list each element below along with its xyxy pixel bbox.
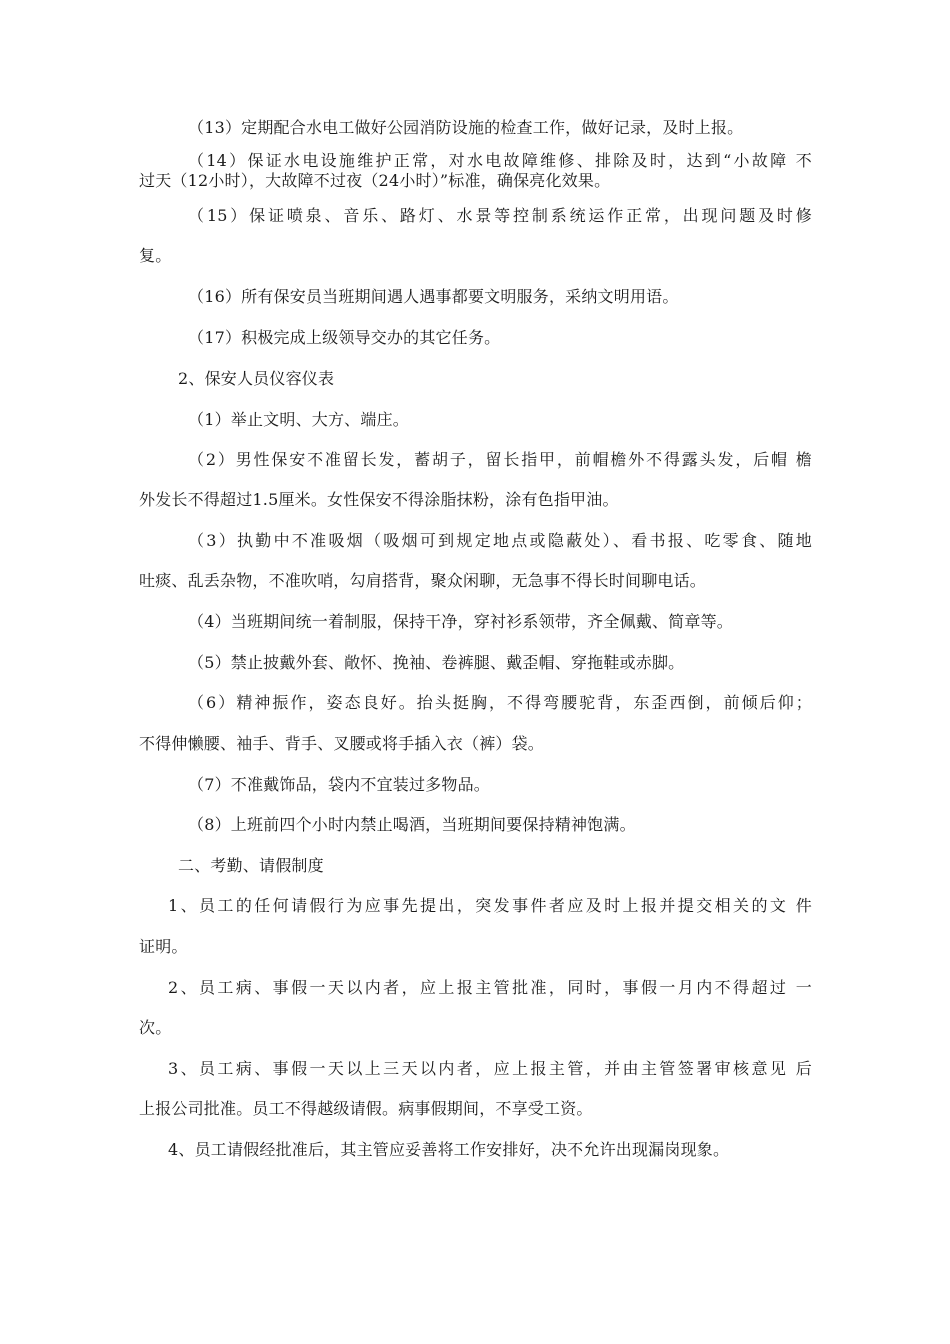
text-line: （8）上班前四个小时内禁止喝酒，当班期间要保持精神饱满。 bbox=[188, 815, 636, 834]
text-line: 1、员工的任何请假行为应事先提出，突发事件者应及时上报并提交相关的文 件 bbox=[168, 896, 812, 915]
text-line: 4、员工请假经批准后，其主管应妥善将工作安排好，决不允许出现漏岗现象。 bbox=[168, 1140, 730, 1159]
text-line: 过天（12小时），大故障不过夜（24小时）”标准，确保亮化效果。 bbox=[139, 171, 611, 190]
text-line: （17）积极完成上级领导交办的其它任务。 bbox=[188, 328, 501, 347]
text-line: （7）不准戴饰品，袋内不宜装过多物品。 bbox=[188, 775, 490, 794]
text-line: （4）当班期间统一着制服，保持干净，穿衬衫系领带，齐全佩戴、简章等。 bbox=[188, 612, 733, 631]
section-heading: 二、考勤、请假制度 bbox=[178, 856, 324, 875]
text-line: 复。 bbox=[139, 246, 172, 265]
text-line: （15）保证喷泉、音乐、路灯、水景等控制系统运作正常，出现问题及时修 bbox=[188, 206, 812, 225]
text-line: （2）男性保安不准留长发，蓄胡子，留长指甲，前帽檐外不得露头发，后帽 檐 bbox=[188, 450, 812, 469]
text-line: （3）执勤中不准吸烟（吸烟可到规定地点或隐蔽处）、看书报、吃零食、随地 bbox=[188, 531, 812, 550]
text-line: 2、员工病、事假一天以内者，应上报主管批准，同时，事假一月内不得超过 一 bbox=[168, 978, 812, 997]
text-line: 证明。 bbox=[139, 937, 188, 956]
text-line: （6）精神振作，姿态良好。抬头挺胸，不得弯腰驼背，东歪西倒，前倾后仰； bbox=[188, 693, 812, 712]
text-line: （13）定期配合水电工做好公园消防设施的检查工作，做好记录，及时上报。 bbox=[188, 118, 744, 137]
text-line: 不得伸懒腰、袖手、背手、叉腰或将手插入衣（裤）袋。 bbox=[139, 734, 545, 753]
text-line: 外发长不得超过1.5厘米。女性保安不得涂脂抹粉，涂有色指甲油。 bbox=[139, 490, 619, 509]
text-line: 吐痰、乱丢杂物，不准吹哨，勾肩搭背，聚众闲聊，无急事不得长时间聊电话。 bbox=[139, 571, 707, 590]
text-line: （5）禁止披戴外套、敞怀、挽袖、卷裤腿、戴歪帽、穿拖鞋或赤脚。 bbox=[188, 653, 685, 672]
section-heading: 2、保安人员仪容仪表 bbox=[178, 369, 335, 388]
text-line: （14）保证水电设施维护正常，对水电故障维修、排除及时，达到“小故障 不 bbox=[188, 151, 812, 170]
text-line: 3、员工病、事假一天以上三天以内者，应上报主管，并由主管签署审核意见 后 bbox=[168, 1059, 812, 1078]
text-line: 次。 bbox=[139, 1018, 172, 1037]
text-line: （16）所有保安员当班期间遇人遇事都要文明服务，采纳文明用语。 bbox=[188, 287, 679, 306]
text-line: 上报公司批准。员工不得越级请假。病事假期间，不享受工资。 bbox=[139, 1099, 593, 1118]
text-line: （1）举止文明、大方、端庄。 bbox=[188, 410, 409, 429]
